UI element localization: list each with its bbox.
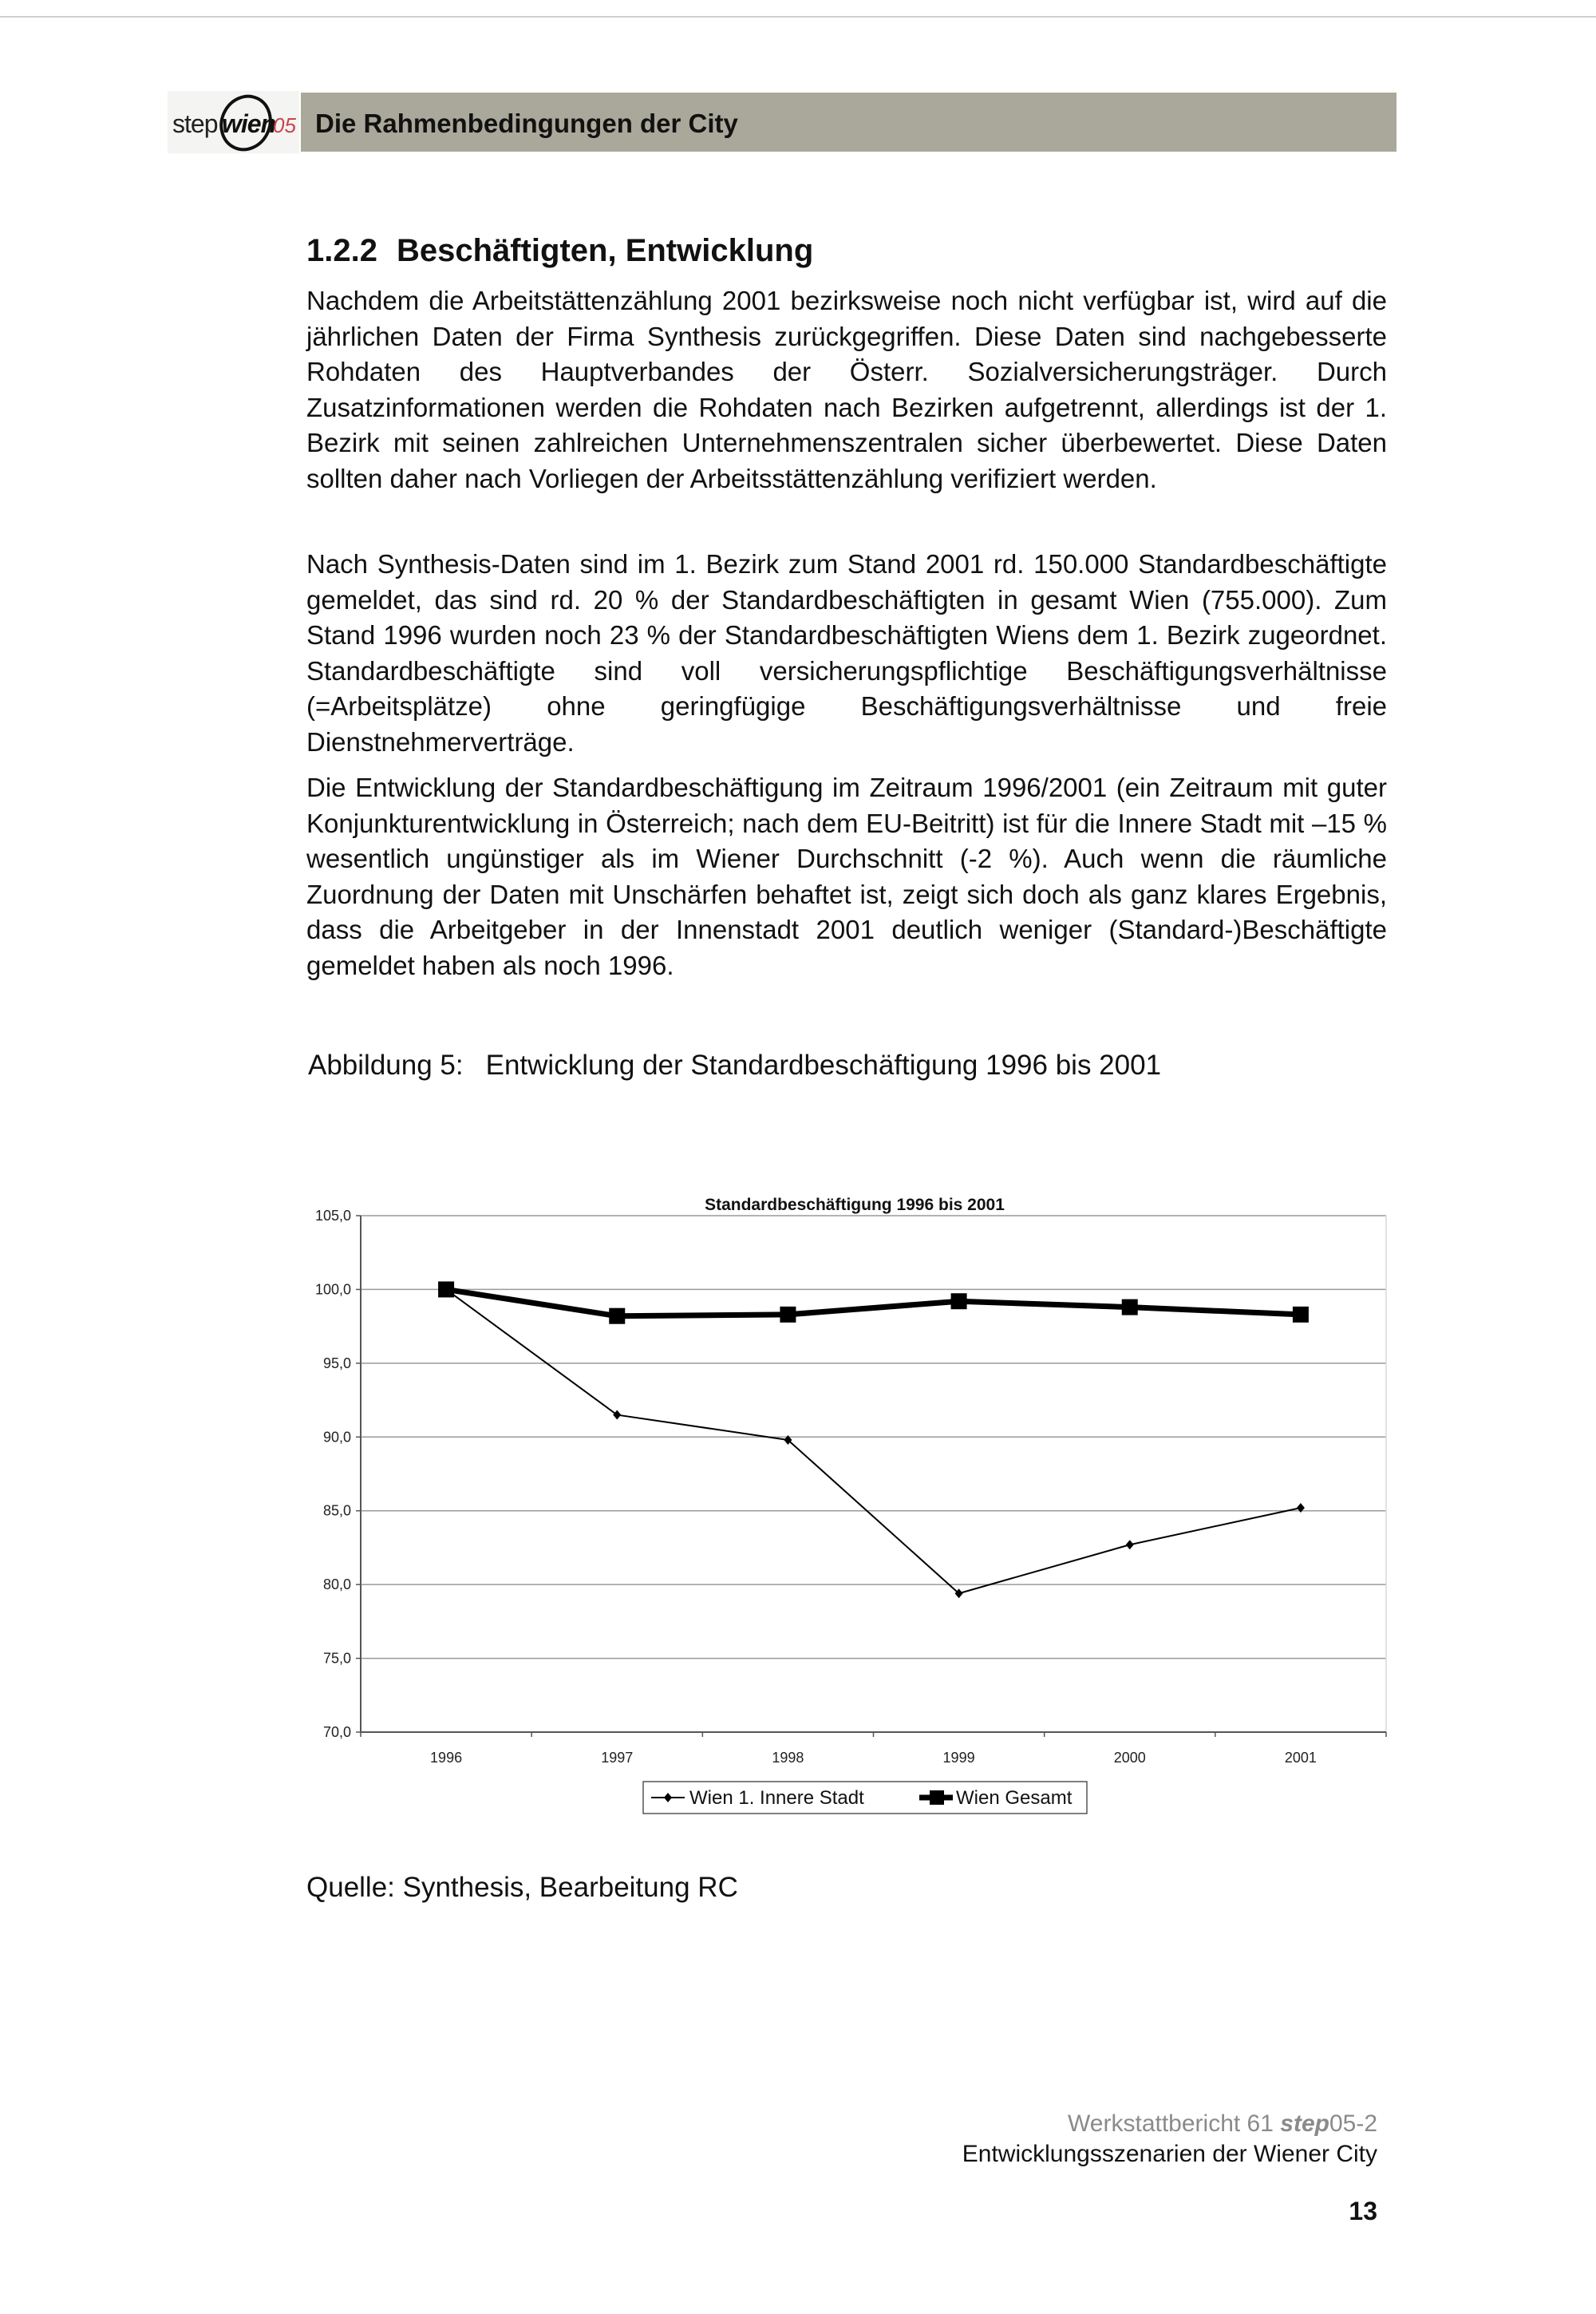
page-top-rule (0, 16, 1596, 18)
data-point-wien-gesamt (438, 1281, 454, 1297)
data-point-wien-gesamt (1293, 1307, 1309, 1323)
line-chart (287, 1141, 1420, 1828)
legend-label-innere-stadt: Wien 1. Innere Stadt (689, 1787, 864, 1809)
section-number: 1.2.2 (306, 233, 377, 268)
y-tick-label: 75,0 (322, 1650, 351, 1667)
y-tick-label: 80,0 (322, 1576, 351, 1593)
section-title: Beschäftigten, Entwicklung (396, 233, 814, 268)
paragraph-synthesis-figures: Nach Synthesis-Daten sind im 1. Bezirk zum Stand 2001 rd. 150.000 Standardbeschäftigte gemeldet, das sind rd. 20 % der Standardbeschäftigten in gesamt Wien (755.000). Zum Stand 1996 wurden noch 23 % der Standardbeschäftigten Wiens dem 1. Bezirk zugeordnet. Standardbeschäftigte sind voll versicherungspflichtige Beschäftigungsverhältnisse (=Arbeitsplätze) ohne geringfügige Beschäftigungsverhältnisse und freie Dienstnehmerverträge. (306, 549, 1387, 757)
y-tick-label: 90,0 (322, 1429, 351, 1446)
figure-caption (308, 1050, 1161, 1082)
chart-legend (643, 1782, 1087, 1814)
logo-text-wien: wien (222, 109, 276, 138)
figure-caption-text: Entwicklung der Standardbeschäftigung 1996 bis 2001 (485, 1050, 1162, 1081)
stepwien-logo (168, 91, 299, 153)
page-footer (962, 2109, 1377, 2170)
header-title: Die Rahmenbedingungen der City (315, 109, 738, 138)
logo-text-year: 05 (273, 113, 296, 137)
footer-report-line (962, 2109, 1377, 2139)
chart-gridlines (361, 1216, 1386, 1732)
chart-svg (287, 1141, 1420, 1828)
figure-label: Abbildung 5: (308, 1050, 464, 1081)
data-point-wien-gesamt (1122, 1299, 1138, 1315)
legend-label-wien-gesamt: Wien Gesamt (956, 1787, 1073, 1809)
logo-text-step: step (172, 109, 218, 138)
x-tick-label: 2000 (1113, 1750, 1146, 1766)
series-line-wien-gesamt (446, 1289, 1301, 1315)
series-line-innere-stadt (446, 1289, 1301, 1593)
page-number: 13 (1349, 2197, 1377, 2225)
data-point-wien-gesamt (780, 1307, 796, 1323)
page-header (168, 91, 1396, 153)
data-point-wien-gesamt (951, 1293, 967, 1309)
x-tick-label: 1997 (601, 1750, 634, 1766)
chart-title: Standardbeschäftigung 1996 bis 2001 (705, 1196, 1005, 1214)
paragraph-data-source: Nachdem die Arbeitstättenzählung 2001 bezirksweise noch nicht verfügbar ist, wird auf die jährlichen Daten der Firma Synthesis zurückgegriffen. Diese Daten sind nachgebesserte Rohdaten des Hauptverbandes der Österr. Sozialversicherungsträger. Durch Zusatzinformationen werden die Rohdaten nach Bezirken aufgetrennt, allerdings ist der 1. Bezirk mit seinen zahlreichen Unternehmenszentralen sicher überbewertet. Diese Daten sollten daher nach Vorliegen der Arbeitsstättenzählung verifiziert werden. (306, 286, 1387, 493)
y-tick-label: 85,0 (322, 1502, 351, 1519)
footer-report-step: step (1280, 2110, 1329, 2137)
y-tick-label: 100,0 (314, 1281, 351, 1298)
footer-report-prefix: Werkstattbericht 61 (1068, 2110, 1281, 2137)
x-tick-label: 1998 (772, 1750, 804, 1766)
data-point-innere-stadt (613, 1410, 621, 1420)
header-bar (301, 93, 1396, 152)
y-tick-label: 105,0 (314, 1208, 351, 1224)
y-tick-label: 70,0 (322, 1724, 351, 1740)
footer-report-suffix: 05-2 (1329, 2110, 1377, 2137)
x-tick-label: 1999 (942, 1750, 975, 1766)
paragraph-development: Die Entwicklung der Standardbeschäftigung im Zeitraum 1996/2001 (ein Zeitraum mit guter Konjunkturentwicklung in Österreich; nach dem EU-Beitritt) ist für die Innere Stadt mit –15 % wesentlich ungünstiger als im Wiener Durchschnitt (-2 %). Auch wenn die räumliche Zuordnung der Daten mit Unschärfen behaftet ist, zeigt sich doch als ganz klares Ergebnis, dass die Arbeitgeber in der Innenstadt 2001 deutlich weniger (Standard-)Beschäftigte gemeldet haben als noch 1996. (306, 773, 1387, 980)
data-point-wien-gesamt (609, 1308, 625, 1324)
x-tick-label: 1996 (430, 1750, 463, 1766)
y-tick-label: 95,0 (322, 1355, 351, 1371)
footer-subtitle: Entwicklungsszenarien der Wiener City (962, 2141, 1377, 2167)
data-point-innere-stadt (1126, 1540, 1134, 1549)
legend-marker-wien-gesamt (930, 1790, 944, 1805)
figure-source: Quelle: Synthesis, Bearbeitung RC (306, 1872, 738, 1903)
x-tick-label: 2001 (1284, 1750, 1317, 1766)
section-heading (306, 233, 813, 269)
chart-series (438, 1281, 1309, 1598)
stepwien-logo-icon (168, 91, 299, 153)
